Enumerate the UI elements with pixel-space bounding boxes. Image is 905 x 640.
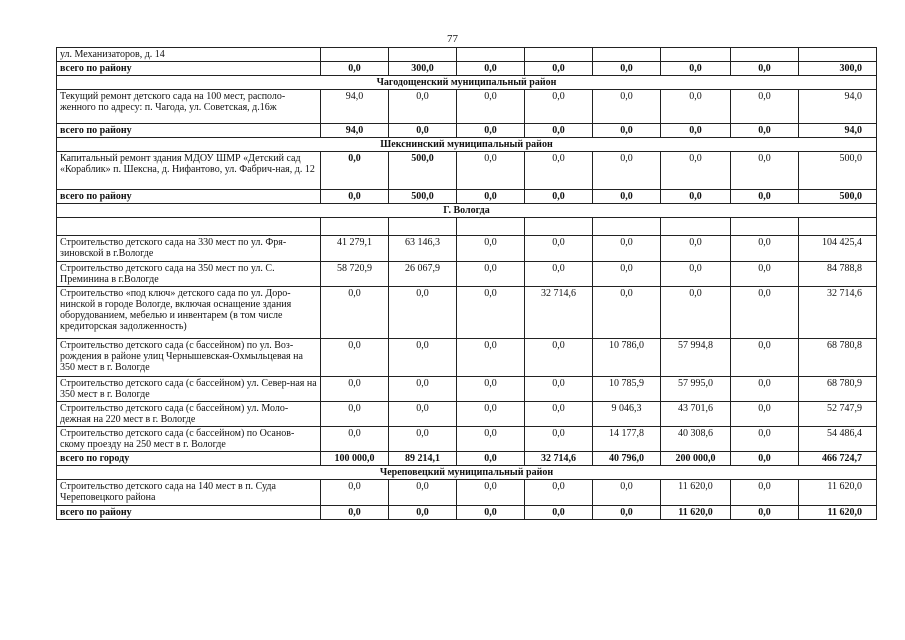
value-cell: [389, 48, 457, 62]
section-header-row: [57, 466, 877, 480]
value-cell: 0,0: [525, 506, 593, 520]
value-cell: 94,0: [799, 90, 877, 124]
value-cell: 0,0: [525, 402, 593, 427]
value-cell: 0,0: [525, 262, 593, 287]
section-header-row: [57, 138, 877, 152]
value-cell: 500,0: [799, 152, 877, 190]
table-body: [57, 48, 877, 520]
value-cell: 0,0: [457, 377, 525, 402]
value-cell: [661, 218, 731, 236]
value-cell: 40 796,0: [593, 452, 661, 466]
value-cell: 0,0: [593, 480, 661, 506]
row-label: Строительство детского сада (с бассейном) по Осанов-скому проезду на 250 мест в г. Вологде: [57, 427, 321, 452]
value-cell: 0,0: [525, 377, 593, 402]
value-cell: 0,0: [731, 427, 799, 452]
value-cell: 0,0: [389, 124, 457, 138]
row-label: Строительство детского сада (с бассейном) ул. Моло-дежная на 220 мест в г. Вологде: [57, 402, 321, 427]
value-cell: [661, 48, 731, 62]
value-cell: 0,0: [321, 339, 389, 377]
value-cell: 0,0: [593, 287, 661, 339]
value-cell: 0,0: [593, 124, 661, 138]
value-cell: 0,0: [525, 62, 593, 76]
value-cell: 0,0: [661, 152, 731, 190]
row-label: Строительство детского сада (с бассейном) по ул. Воз-рождения в районе улиц Чернышевская-Охмыльцевая на 350 мест в г. Вологде: [57, 339, 321, 377]
value-cell: 100 000,0: [321, 452, 389, 466]
value-cell: [457, 218, 525, 236]
value-cell: 11 620,0: [661, 506, 731, 520]
row-label: Текущий ремонт детского сада на 100 мест, располо-женного по адресу: п. Чагода, ул. Советская, д.16ж: [57, 90, 321, 124]
value-cell: 0,0: [661, 62, 731, 76]
row-label: всего по району: [57, 124, 321, 138]
value-cell: 0,0: [389, 377, 457, 402]
total-row: [57, 124, 877, 138]
value-cell: [389, 218, 457, 236]
value-cell: 32 714,6: [525, 287, 593, 339]
budget-table: [56, 47, 877, 520]
table-row: [57, 218, 877, 236]
value-cell: 26 067,9: [389, 262, 457, 287]
value-cell: 0,0: [731, 152, 799, 190]
value-cell: 0,0: [661, 124, 731, 138]
row-label: [57, 218, 321, 236]
value-cell: 0,0: [457, 427, 525, 452]
value-cell: 104 425,4: [799, 236, 877, 262]
value-cell: 11 620,0: [799, 480, 877, 506]
row-label: Строительство детского сада (с бассейном) ул. Север-ная на 350 мест в г. Вологде: [57, 377, 321, 402]
value-cell: 0,0: [525, 339, 593, 377]
value-cell: [321, 48, 389, 62]
table-row: [57, 152, 877, 190]
page-number: 77: [447, 33, 458, 45]
value-cell: 0,0: [457, 480, 525, 506]
value-cell: 14 177,8: [593, 427, 661, 452]
value-cell: 0,0: [661, 90, 731, 124]
value-cell: 0,0: [389, 339, 457, 377]
row-label: всего по району: [57, 506, 321, 520]
value-cell: 0,0: [457, 152, 525, 190]
value-cell: 0,0: [457, 287, 525, 339]
section-header-row: [57, 76, 877, 90]
value-cell: 0,0: [457, 190, 525, 204]
value-cell: 0,0: [661, 236, 731, 262]
total-row: [57, 62, 877, 76]
value-cell: 0,0: [457, 262, 525, 287]
row-label: Строительство детского сада на 350 мест по ул. С. Преминина в г.Вологде: [57, 262, 321, 287]
value-cell: 41 279,1: [321, 236, 389, 262]
value-cell: 0,0: [593, 62, 661, 76]
row-label: Строительство детского сада на 330 мест по ул. Фря-зиновской в г.Вологде: [57, 236, 321, 262]
value-cell: 0,0: [731, 124, 799, 138]
value-cell: 500,0: [799, 190, 877, 204]
table-row: [57, 427, 877, 452]
table-row: [57, 48, 877, 62]
row-label: всего по району: [57, 62, 321, 76]
row-label: всего по району: [57, 190, 321, 204]
value-cell: 0,0: [321, 62, 389, 76]
value-cell: 84 788,8: [799, 262, 877, 287]
table-row: [57, 339, 877, 377]
value-cell: 0,0: [389, 90, 457, 124]
value-cell: 32 714,6: [525, 452, 593, 466]
value-cell: 10 786,0: [593, 339, 661, 377]
value-cell: 0,0: [389, 506, 457, 520]
value-cell: 0,0: [321, 480, 389, 506]
value-cell: 0,0: [321, 402, 389, 427]
row-label: Строительство «под ключ» детского сада по ул. Доро-нинской в городе Вологде, включая оснащение здания оборудованием, мебелью и инвентарем (в том числе кредиторская задолженность): [57, 287, 321, 339]
value-cell: 63 146,3: [389, 236, 457, 262]
value-cell: 57 995,0: [661, 377, 731, 402]
table-row: [57, 287, 877, 339]
value-cell: 0,0: [457, 339, 525, 377]
value-cell: 0,0: [457, 124, 525, 138]
row-label: Капитальный ремонт здания МДОУ ШМР «Детский сад «Кораблик» п. Шексна, д. Нифантово, ул. Фабрич-ная, д. 12: [57, 152, 321, 190]
value-cell: 52 747,9: [799, 402, 877, 427]
value-cell: 0,0: [731, 339, 799, 377]
value-cell: 94,0: [321, 124, 389, 138]
value-cell: 300,0: [799, 62, 877, 76]
value-cell: 68 780,8: [799, 339, 877, 377]
value-cell: 0,0: [389, 480, 457, 506]
value-cell: 500,0: [389, 152, 457, 190]
value-cell: 32 714,6: [799, 287, 877, 339]
row-label: Строительство детского сада на 140 мест в п. Суда Череповецкого района: [57, 480, 321, 506]
value-cell: [457, 48, 525, 62]
value-cell: 57 994,8: [661, 339, 731, 377]
table-row: [57, 90, 877, 124]
value-cell: 11 620,0: [799, 506, 877, 520]
table-row: [57, 480, 877, 506]
value-cell: 0,0: [457, 62, 525, 76]
value-cell: 0,0: [457, 90, 525, 124]
value-cell: 0,0: [661, 262, 731, 287]
value-cell: 300,0: [389, 62, 457, 76]
section-title: Г. Вологда: [57, 204, 877, 218]
value-cell: [525, 218, 593, 236]
value-cell: 0,0: [525, 190, 593, 204]
table-row: [57, 402, 877, 427]
value-cell: 40 308,6: [661, 427, 731, 452]
value-cell: 89 214,1: [389, 452, 457, 466]
value-cell: 0,0: [731, 62, 799, 76]
value-cell: 58 720,9: [321, 262, 389, 287]
value-cell: 0,0: [731, 377, 799, 402]
value-cell: [525, 48, 593, 62]
section-title: Череповецкий муниципальный район: [57, 466, 877, 480]
value-cell: 0,0: [389, 402, 457, 427]
value-cell: 0,0: [731, 262, 799, 287]
value-cell: 10 785,9: [593, 377, 661, 402]
value-cell: 0,0: [593, 236, 661, 262]
value-cell: [321, 218, 389, 236]
value-cell: 0,0: [321, 377, 389, 402]
value-cell: 9 046,3: [593, 402, 661, 427]
value-cell: 0,0: [457, 402, 525, 427]
value-cell: 466 724,7: [799, 452, 877, 466]
total-row: [57, 506, 877, 520]
value-cell: 0,0: [525, 152, 593, 190]
value-cell: 0,0: [525, 90, 593, 124]
value-cell: 0,0: [661, 190, 731, 204]
value-cell: 0,0: [593, 90, 661, 124]
value-cell: [593, 218, 661, 236]
value-cell: [731, 218, 799, 236]
total-row: [57, 190, 877, 204]
value-cell: 500,0: [389, 190, 457, 204]
value-cell: 0,0: [731, 402, 799, 427]
value-cell: [593, 48, 661, 62]
value-cell: 94,0: [321, 90, 389, 124]
row-label: ул. Механизаторов, д. 14: [57, 48, 321, 62]
value-cell: 0,0: [593, 152, 661, 190]
value-cell: 0,0: [731, 452, 799, 466]
value-cell: 0,0: [731, 287, 799, 339]
table-row: [57, 262, 877, 287]
value-cell: 0,0: [525, 480, 593, 506]
value-cell: 0,0: [321, 427, 389, 452]
row-label: всего по городу: [57, 452, 321, 466]
section-title: Шекснинский муниципальный район: [57, 138, 877, 152]
value-cell: 0,0: [389, 427, 457, 452]
value-cell: 0,0: [731, 90, 799, 124]
total-row: [57, 452, 877, 466]
value-cell: 0,0: [525, 124, 593, 138]
value-cell: 0,0: [457, 506, 525, 520]
value-cell: 0,0: [321, 506, 389, 520]
value-cell: [731, 48, 799, 62]
value-cell: 43 701,6: [661, 402, 731, 427]
value-cell: 0,0: [731, 190, 799, 204]
value-cell: [799, 218, 877, 236]
value-cell: 200 000,0: [661, 452, 731, 466]
value-cell: 0,0: [457, 452, 525, 466]
value-cell: 0,0: [593, 262, 661, 287]
section-header-row: [57, 204, 877, 218]
table-row: [57, 377, 877, 402]
value-cell: 94,0: [799, 124, 877, 138]
value-cell: 0,0: [731, 480, 799, 506]
value-cell: 0,0: [731, 236, 799, 262]
value-cell: 0,0: [321, 190, 389, 204]
value-cell: 0,0: [593, 190, 661, 204]
value-cell: [799, 48, 877, 62]
value-cell: 0,0: [321, 152, 389, 190]
section-title: Чагодощенский муниципальный район: [57, 76, 877, 90]
value-cell: 0,0: [525, 427, 593, 452]
value-cell: 0,0: [731, 506, 799, 520]
table-row: [57, 236, 877, 262]
value-cell: 0,0: [661, 287, 731, 339]
value-cell: 11 620,0: [661, 480, 731, 506]
value-cell: 0,0: [321, 287, 389, 339]
value-cell: 0,0: [525, 236, 593, 262]
value-cell: 0,0: [389, 287, 457, 339]
value-cell: 54 486,4: [799, 427, 877, 452]
value-cell: 0,0: [593, 506, 661, 520]
value-cell: 0,0: [457, 236, 525, 262]
value-cell: 68 780,9: [799, 377, 877, 402]
